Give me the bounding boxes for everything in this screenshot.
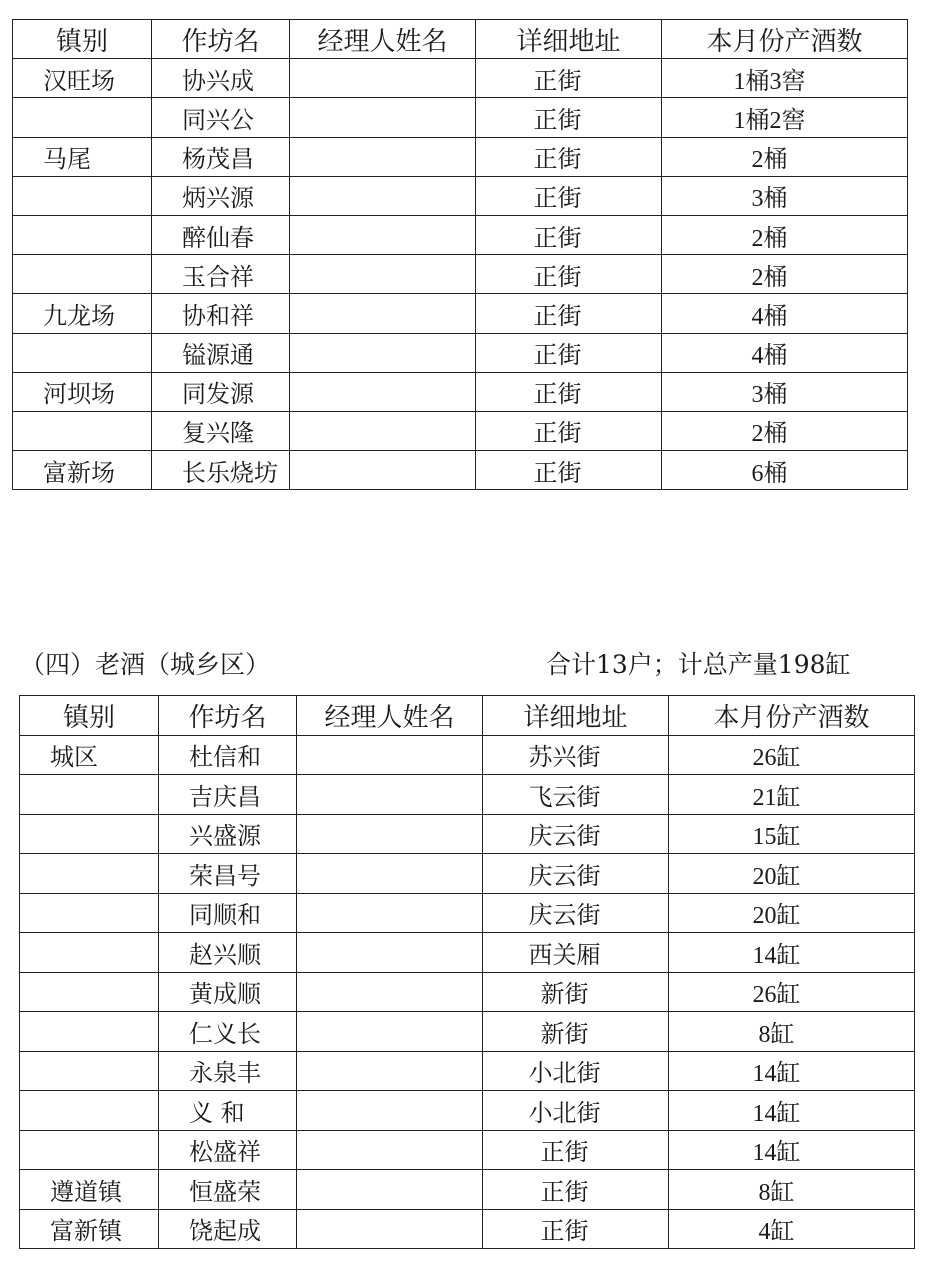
cell-town: [20, 1051, 159, 1091]
cell-shop: 荣昌号: [159, 854, 297, 894]
header-manager: 经理人姓名: [297, 696, 483, 736]
header-shop: 作坊名: [152, 20, 290, 59]
table-row: [13, 98, 908, 137]
header-shop: 作坊名: [159, 696, 297, 736]
cell-manager: [290, 176, 476, 215]
cell-town: 城区: [20, 735, 159, 775]
cell-manager: [290, 215, 476, 254]
cell-town: 河坝场: [13, 372, 152, 411]
table-row: [13, 176, 908, 215]
cell-address: 正街: [483, 1130, 669, 1170]
table-row: [20, 933, 915, 973]
header-quantity: 本月份产酒数: [669, 696, 915, 736]
cell-manager: [290, 255, 476, 294]
cell-manager: [297, 1170, 483, 1210]
cell-shop: 玉合祥: [152, 255, 290, 294]
cell-quantity: 1桶2窖: [662, 98, 908, 137]
table-row: [20, 893, 915, 933]
cell-manager: [297, 893, 483, 933]
cell-address: 苏兴街: [483, 735, 669, 775]
cell-manager: [297, 1130, 483, 1170]
cell-address: 正街: [476, 333, 662, 372]
cell-manager: [290, 294, 476, 333]
header-quantity: 本月份产酒数: [662, 20, 908, 59]
cell-manager: [297, 1051, 483, 1091]
cell-town: 马尾: [13, 137, 152, 176]
cell-town: [13, 215, 152, 254]
cell-quantity: 21缸: [669, 775, 915, 815]
cell-shop: 长乐烧坊: [152, 451, 290, 490]
cell-town: 九龙场: [13, 294, 152, 333]
table-row: [20, 775, 915, 815]
header-town: 镇别: [20, 696, 159, 736]
cell-quantity: 20缸: [669, 893, 915, 933]
cell-address: 正街: [476, 255, 662, 294]
cell-quantity: 14缸: [669, 933, 915, 973]
cell-manager: [290, 98, 476, 137]
table-row: [20, 1091, 915, 1131]
cell-shop: 镒源通: [152, 333, 290, 372]
table-row: [13, 294, 908, 333]
section-summary: 合计13户；计总产量198缸: [546, 650, 851, 679]
cell-shop: 吉庆昌: [159, 775, 297, 815]
header-address: 详细地址: [476, 20, 662, 59]
cell-shop: 永泉丰: [159, 1051, 297, 1091]
table-row: [13, 59, 908, 98]
cell-town: [20, 1012, 159, 1052]
cell-address: 庆云街: [483, 814, 669, 854]
cell-manager: [297, 1209, 483, 1249]
table-header-row: [13, 20, 908, 59]
table-row: [13, 451, 908, 490]
cell-shop: 饶起成: [159, 1209, 297, 1249]
table-row: [13, 333, 908, 372]
table-body: [13, 59, 908, 490]
cell-shop: 仁义长: [159, 1012, 297, 1052]
table-header-row: [20, 696, 915, 736]
cell-quantity: 26缸: [669, 972, 915, 1012]
cell-town: 汉旺场: [13, 59, 152, 98]
cell-manager: [290, 411, 476, 450]
table-row: [13, 411, 908, 450]
table-row: [20, 1170, 915, 1210]
cell-quantity: 3桶: [662, 372, 908, 411]
cell-manager: [297, 1012, 483, 1052]
cell-quantity: 3桶: [662, 176, 908, 215]
cell-address: 正街: [476, 98, 662, 137]
cell-manager: [290, 451, 476, 490]
cell-manager: [290, 372, 476, 411]
cell-manager: [297, 854, 483, 894]
cell-town: 富新场: [13, 451, 152, 490]
cell-address: 正街: [476, 137, 662, 176]
table-row: [13, 255, 908, 294]
cell-address: 新街: [483, 972, 669, 1012]
cell-address: 庆云街: [483, 893, 669, 933]
cell-town: [13, 176, 152, 215]
table-row: [20, 1209, 915, 1249]
cell-quantity: 26缸: [669, 735, 915, 775]
cell-town: [13, 411, 152, 450]
cell-quantity: 4桶: [662, 333, 908, 372]
cell-town: [13, 333, 152, 372]
cell-quantity: 14缸: [669, 1091, 915, 1131]
cell-manager: [290, 333, 476, 372]
cell-address: 正街: [476, 411, 662, 450]
cell-shop: 复兴隆: [152, 411, 290, 450]
cell-quantity: 2桶: [662, 137, 908, 176]
cell-town: [13, 98, 152, 137]
cell-shop: 黄成顺: [159, 972, 297, 1012]
cell-quantity: 20缸: [669, 854, 915, 894]
cell-town: [20, 814, 159, 854]
table-row: [20, 1012, 915, 1052]
cell-shop: 同顺和: [159, 893, 297, 933]
header-town: 镇别: [13, 20, 152, 59]
table-body: [20, 735, 915, 1249]
cell-manager: [290, 59, 476, 98]
cell-shop: 杨茂昌: [152, 137, 290, 176]
cell-address: 正街: [476, 372, 662, 411]
cell-quantity: 2桶: [662, 255, 908, 294]
cell-town: [20, 1130, 159, 1170]
cell-town: [20, 893, 159, 933]
cell-address: 庆云街: [483, 854, 669, 894]
cell-shop: 兴盛源: [159, 814, 297, 854]
cell-address: 西关厢: [483, 933, 669, 973]
cell-town: [13, 255, 152, 294]
cell-shop: 义 和: [159, 1091, 297, 1131]
header-manager: 经理人姓名: [290, 20, 476, 59]
cell-address: 正街: [483, 1209, 669, 1249]
section-title: （四）老酒（城乡区）: [20, 650, 271, 679]
cell-manager: [290, 137, 476, 176]
distillery-table-2: [19, 695, 915, 1249]
cell-shop: 炳兴源: [152, 176, 290, 215]
cell-manager: [297, 933, 483, 973]
table-row: [20, 1051, 915, 1091]
cell-quantity: 6桶: [662, 451, 908, 490]
cell-shop: 恒盛荣: [159, 1170, 297, 1210]
cell-quantity: 4桶: [662, 294, 908, 333]
distillery-table-1: [12, 19, 908, 490]
cell-manager: [297, 814, 483, 854]
cell-quantity: 14缸: [669, 1130, 915, 1170]
cell-shop: 协和祥: [152, 294, 290, 333]
cell-shop: 同兴公: [152, 98, 290, 137]
cell-quantity: 2桶: [662, 215, 908, 254]
cell-address: 新街: [483, 1012, 669, 1052]
cell-quantity: 8缸: [669, 1012, 915, 1052]
cell-address: 飞云街: [483, 775, 669, 815]
table-row: [20, 735, 915, 775]
cell-town: [20, 972, 159, 1012]
cell-quantity: 15缸: [669, 814, 915, 854]
cell-address: 正街: [476, 59, 662, 98]
cell-town: [20, 854, 159, 894]
table-row: [20, 854, 915, 894]
cell-address: 正街: [476, 294, 662, 333]
cell-town: [20, 775, 159, 815]
table-row: [13, 215, 908, 254]
table-row: [13, 137, 908, 176]
cell-quantity: 1桶3窖: [662, 59, 908, 98]
table-row: [13, 372, 908, 411]
cell-shop: 松盛祥: [159, 1130, 297, 1170]
cell-quantity: 8缸: [669, 1170, 915, 1210]
table-row: [20, 972, 915, 1012]
header-address: 详细地址: [483, 696, 669, 736]
cell-town: 遵道镇: [20, 1170, 159, 1210]
cell-manager: [297, 775, 483, 815]
cell-town: 富新镇: [20, 1209, 159, 1249]
cell-shop: 协兴成: [152, 59, 290, 98]
cell-quantity: 4缸: [669, 1209, 915, 1249]
table-row: [20, 1130, 915, 1170]
cell-town: [20, 933, 159, 973]
cell-shop: 杜信和: [159, 735, 297, 775]
table-row: [20, 814, 915, 854]
cell-shop: 赵兴顺: [159, 933, 297, 973]
cell-address: 正街: [476, 215, 662, 254]
cell-manager: [297, 735, 483, 775]
cell-address: 小北街: [483, 1051, 669, 1091]
cell-town: [20, 1091, 159, 1131]
cell-quantity: 2桶: [662, 411, 908, 450]
cell-address: 小北街: [483, 1091, 669, 1131]
cell-shop: 醉仙春: [152, 215, 290, 254]
cell-address: 正街: [483, 1170, 669, 1210]
cell-address: 正街: [476, 176, 662, 215]
cell-shop: 同发源: [152, 372, 290, 411]
cell-quantity: 14缸: [669, 1051, 915, 1091]
cell-manager: [297, 1091, 483, 1131]
cell-manager: [297, 972, 483, 1012]
cell-address: 正街: [476, 451, 662, 490]
